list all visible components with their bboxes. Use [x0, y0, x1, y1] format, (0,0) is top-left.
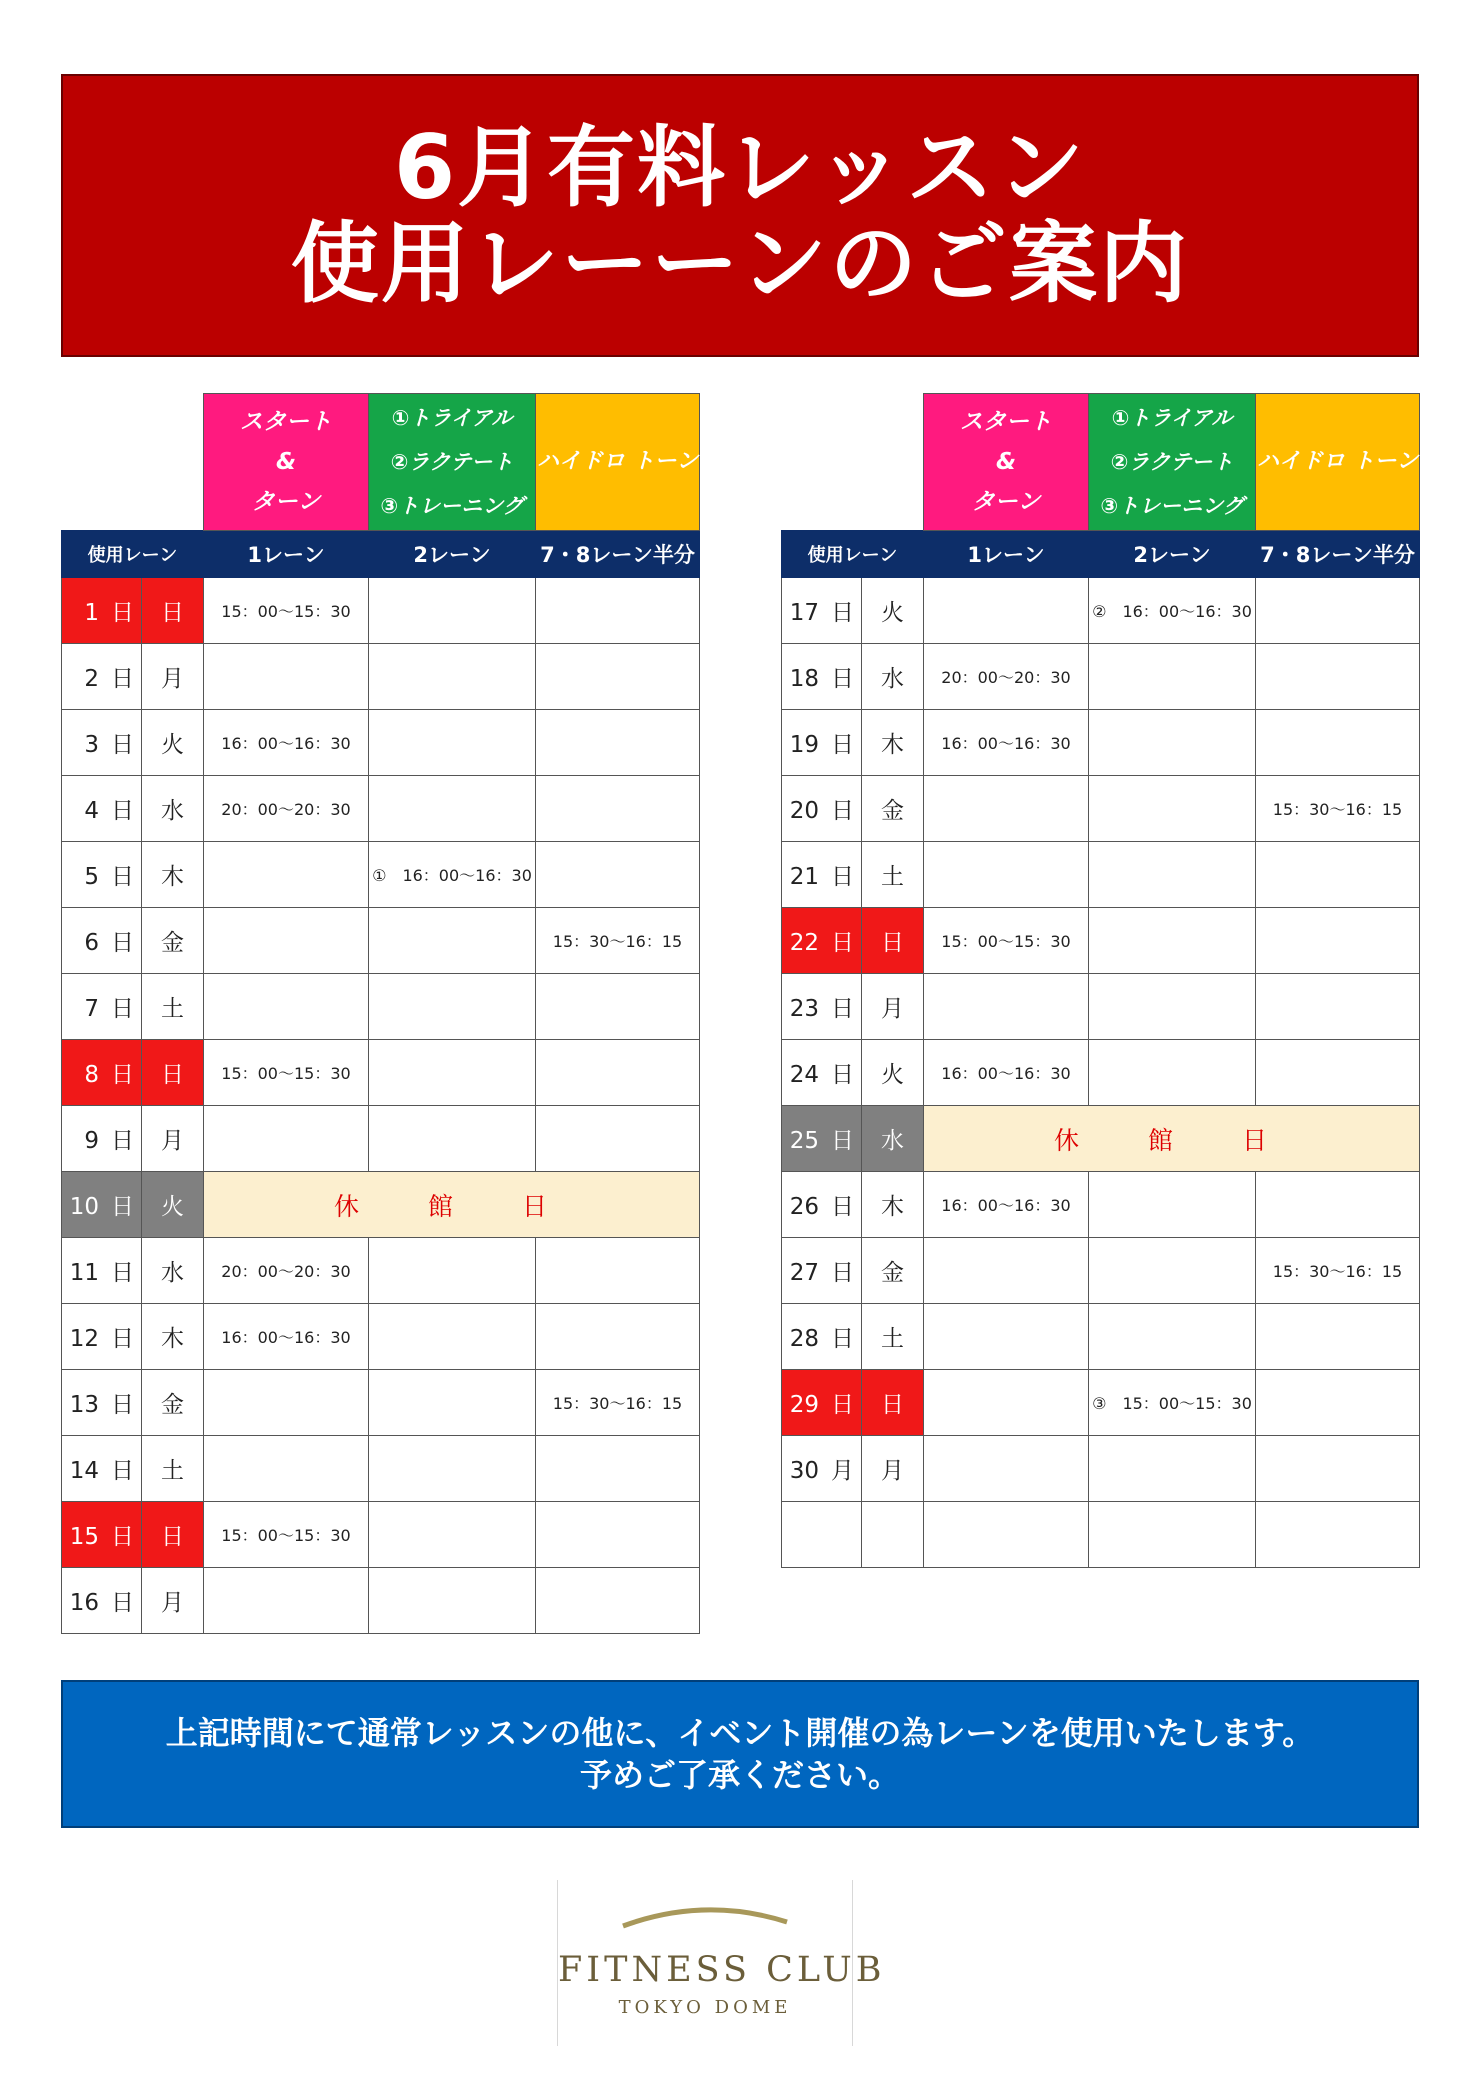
- table-row: [62, 644, 700, 710]
- weekday-cell: 火: [862, 1040, 924, 1106]
- lane-1-time: [924, 776, 1089, 842]
- lane-1-time: [204, 842, 369, 908]
- date-number: 11: [69, 1260, 99, 1286]
- lane-3-time: [536, 1502, 700, 1568]
- weekday-cell: 日: [862, 1370, 924, 1436]
- lane-3-time: [536, 1106, 700, 1172]
- weekday-cell: 金: [862, 776, 924, 842]
- lane-1-time: 20：00～20：30: [204, 1238, 369, 1304]
- lane-2-time: [1089, 908, 1256, 974]
- weekday-cell: 水: [862, 1106, 924, 1172]
- header-hydro-tone: ハイドロ トーン: [1256, 394, 1420, 531]
- date-number: 13: [69, 1392, 99, 1418]
- lane-2-time: ③ 15：00～15：30: [1089, 1370, 1256, 1436]
- header-training-line: ③トレーニング: [1100, 494, 1244, 518]
- lane-3-time: [536, 1238, 700, 1304]
- date-cell: [62, 1304, 142, 1370]
- date-unit: 日: [831, 600, 854, 626]
- title-line-2: 使用レーーンのご案内: [290, 211, 1190, 315]
- lane-1-time: 15：00～15：30: [924, 908, 1089, 974]
- date-cell: [782, 1436, 862, 1502]
- weekday-cell: 月: [142, 1568, 204, 1634]
- date-number: 26: [789, 1194, 819, 1220]
- date-cell: [782, 842, 862, 908]
- lane-3-time: [1256, 710, 1420, 776]
- date-unit: 日: [111, 996, 134, 1022]
- date-cell: [782, 974, 862, 1040]
- weekday-cell: 火: [142, 710, 204, 776]
- weekday-cell: 月: [142, 644, 204, 710]
- weekday-cell: 日: [862, 908, 924, 974]
- header-trial-line: ①トライアル: [391, 406, 513, 430]
- logo-main-text: FITNESS CLUB: [558, 1950, 886, 1990]
- logo-sub-text: TOKYO DOME: [618, 1997, 792, 2018]
- date-unit: 日: [831, 1326, 854, 1352]
- date-unit: 日: [111, 1194, 134, 1220]
- lane-2-time: [369, 1106, 536, 1172]
- date-unit: 日: [111, 1326, 134, 1352]
- lane-2-time: [1089, 776, 1256, 842]
- lane-3-time: 15：30～16：15: [536, 908, 700, 974]
- lane-1-time: [924, 842, 1089, 908]
- date-cell: [782, 1304, 862, 1370]
- date-number: 25: [789, 1128, 819, 1154]
- date-number: 8: [84, 1062, 99, 1088]
- lane-3-time: [536, 578, 700, 644]
- date-cell: [782, 1172, 862, 1238]
- lane-2-time: [369, 644, 536, 710]
- lane-3-time: [1256, 644, 1420, 710]
- header-lane-1: 1レーン: [924, 531, 1089, 578]
- date-cell: [62, 1436, 142, 1502]
- date-unit: 日: [111, 930, 134, 956]
- title-banner: [61, 74, 1419, 357]
- lane-3-time: [536, 842, 700, 908]
- table-row: [62, 776, 700, 842]
- lane-3-time: [1256, 1172, 1420, 1238]
- date-cell: [62, 1370, 142, 1436]
- date-unit: 日: [111, 1392, 134, 1418]
- weekday-cell: 土: [142, 974, 204, 1040]
- date-cell: [62, 1106, 142, 1172]
- lane-2-time: ① 16：00～16：30: [369, 842, 536, 908]
- date-number: 22: [789, 930, 819, 956]
- header-lactate-line: ②ラクテート: [1110, 450, 1234, 474]
- lane-3-time: [536, 644, 700, 710]
- table-row: [62, 1568, 700, 1634]
- header-lane-7-8: 7・8レーン半分: [536, 531, 700, 578]
- table-row: [782, 908, 1420, 974]
- closed-day-cell: 休 館 日: [924, 1106, 1420, 1172]
- header-start-turn-line-3: ターン: [971, 489, 1041, 515]
- date-number: 2: [84, 666, 99, 692]
- weekday-cell: 金: [142, 1370, 204, 1436]
- title-line-1: 6月有料レッスン: [393, 115, 1087, 219]
- lane-1-time: [204, 908, 369, 974]
- table-row: [782, 1040, 1420, 1106]
- table-row: [782, 1106, 1420, 1172]
- table-row: [62, 1436, 700, 1502]
- lane-2-time: [369, 1238, 536, 1304]
- lane-3-time: [1256, 1436, 1420, 1502]
- date-number: 1: [84, 600, 99, 626]
- header-training-line: ③トレーニング: [380, 494, 524, 518]
- date-cell: [62, 1502, 142, 1568]
- date-cell: [782, 644, 862, 710]
- date-cell: [782, 1370, 862, 1436]
- lane-3-time: [1256, 578, 1420, 644]
- weekday-cell: 月: [142, 1106, 204, 1172]
- date-unit: 日: [111, 732, 134, 758]
- weekday-cell: 土: [862, 842, 924, 908]
- table-row: [62, 1370, 700, 1436]
- lane-2-time: [369, 710, 536, 776]
- date-cell: [62, 1040, 142, 1106]
- weekday-cell: 水: [862, 644, 924, 710]
- date-number: 12: [69, 1326, 99, 1352]
- date-cell: [62, 776, 142, 842]
- date-unit: 日: [111, 1062, 134, 1088]
- date-cell: [782, 1106, 862, 1172]
- lane-1-time: 15：00～15：30: [204, 1502, 369, 1568]
- schedule-table-right: [781, 393, 1420, 1568]
- date-cell: [782, 1040, 862, 1106]
- date-number: 6: [84, 930, 99, 956]
- lane-2-time: [1089, 1502, 1256, 1568]
- lane-2-time: [369, 908, 536, 974]
- logo: [557, 1880, 886, 2046]
- header-blank: [782, 394, 924, 531]
- lane-3-time: [1256, 842, 1420, 908]
- header-lactate-line: ②ラクテート: [390, 450, 514, 474]
- header-trial-lactate-training: [1089, 394, 1256, 531]
- header-start-turn: [924, 394, 1089, 531]
- weekday-cell: 水: [142, 1238, 204, 1304]
- lane-2-time: [1089, 974, 1256, 1040]
- table-row: [782, 578, 1420, 644]
- date-unit: 日: [831, 1128, 854, 1154]
- lane-3-time: 15：30～16：15: [1256, 776, 1420, 842]
- weekday-cell: 月: [862, 1436, 924, 1502]
- weekday-cell: 金: [862, 1238, 924, 1304]
- lane-3-time: [1256, 1370, 1420, 1436]
- header-trial-line: ①トライアル: [1111, 406, 1233, 430]
- lane-3-time: [1256, 1040, 1420, 1106]
- lane-2-time: [1089, 1304, 1256, 1370]
- date-cell: [782, 1502, 862, 1568]
- date-number: 5: [84, 864, 99, 890]
- lane-1-time: 16：00～16：30: [204, 710, 369, 776]
- schedule-table-left: [61, 393, 700, 1634]
- lane-2-time: ② 16：00～16：30: [1089, 578, 1256, 644]
- notice-line-1: 上記時間にて通常レッスンの他に、イベント開催の為レーンを使用いたします。: [165, 1714, 1315, 1752]
- header-lane-1: 1レーン: [204, 531, 369, 578]
- schedule-rows-left: [62, 578, 700, 1634]
- date-cell: [62, 1172, 142, 1238]
- header-trial-lactate-training: [369, 394, 536, 531]
- lane-3-time: [536, 1304, 700, 1370]
- lane-1-time: [204, 1436, 369, 1502]
- date-unit: 日: [831, 1260, 854, 1286]
- date-cell: [782, 710, 862, 776]
- weekday-cell: 月: [862, 974, 924, 1040]
- lane-2-time: [369, 1370, 536, 1436]
- header-start-turn: [204, 394, 369, 531]
- date-number: 3: [84, 732, 99, 758]
- table-row: [782, 1436, 1420, 1502]
- lane-2-time: [1089, 1436, 1256, 1502]
- date-cell: [62, 578, 142, 644]
- weekday-cell: 日: [142, 1502, 204, 1568]
- lane-2-time: [1089, 1040, 1256, 1106]
- date-cell: [782, 776, 862, 842]
- lane-1-time: [204, 1568, 369, 1634]
- date-unit: 日: [831, 930, 854, 956]
- lane-3-time: [536, 1436, 700, 1502]
- weekday-cell: 土: [142, 1436, 204, 1502]
- header-start-turn-line-2: &: [995, 449, 1017, 475]
- lane-2-time: [1089, 842, 1256, 908]
- table-row: [62, 1238, 700, 1304]
- lane-2-time: [369, 1040, 536, 1106]
- date-number: 4: [84, 798, 99, 824]
- lane-2-time: [1089, 1238, 1256, 1304]
- lane-3-time: [536, 1568, 700, 1634]
- table-row: [782, 974, 1420, 1040]
- table-row: [782, 1370, 1420, 1436]
- logo-arc-icon: [608, 1900, 802, 1930]
- lane-3-time: [1256, 974, 1420, 1040]
- header-lane-7-8: 7・8レーン半分: [1256, 531, 1420, 578]
- date-number: 27: [789, 1260, 819, 1286]
- date-number: 23: [789, 996, 819, 1022]
- table-row: [62, 1040, 700, 1106]
- lane-3-time: [1256, 908, 1420, 974]
- table-row: [62, 1106, 700, 1172]
- header-usage-lane: 使用レーン: [62, 531, 204, 578]
- date-number: 15: [69, 1524, 99, 1550]
- date-unit: 日: [831, 1194, 854, 1220]
- table-row: [62, 710, 700, 776]
- table-row: [62, 578, 700, 644]
- lane-1-time: [924, 974, 1089, 1040]
- date-number: 28: [789, 1326, 819, 1352]
- lane-3-time: [536, 1040, 700, 1106]
- date-unit: 日: [111, 864, 134, 890]
- date-cell: [62, 1568, 142, 1634]
- header-hydro-tone: ハイドロ トーン: [536, 394, 700, 531]
- closed-day-cell: 休 館 日: [204, 1172, 700, 1238]
- header-start-turn-line-3: ターン: [251, 489, 321, 515]
- lane-3-time: 15：30～16：15: [1256, 1238, 1420, 1304]
- table-row: [782, 644, 1420, 710]
- date-cell: [782, 908, 862, 974]
- table-row: [782, 1304, 1420, 1370]
- date-number: 10: [69, 1194, 99, 1220]
- table-row: [782, 710, 1420, 776]
- date-unit: 日: [111, 666, 134, 692]
- header-start-turn-line-1: スタート: [960, 409, 1052, 435]
- date-cell: [62, 974, 142, 1040]
- date-unit: 日: [831, 1062, 854, 1088]
- table-row: [62, 842, 700, 908]
- weekday-cell: 木: [862, 1172, 924, 1238]
- date-unit: 日: [831, 996, 854, 1022]
- date-cell: [62, 842, 142, 908]
- header-start-turn-line-2: &: [275, 449, 297, 475]
- date-unit: 日: [111, 1260, 134, 1286]
- lane-1-time: [924, 578, 1089, 644]
- lane-1-time: 20：00～20：30: [924, 644, 1089, 710]
- date-number: 29: [789, 1392, 819, 1418]
- lane-3-time: [1256, 1304, 1420, 1370]
- lane-1-time: 15：00～15：30: [204, 1040, 369, 1106]
- date-number: 21: [789, 864, 819, 890]
- table-row: [782, 842, 1420, 908]
- lane-1-time: 16：00～16：30: [924, 710, 1089, 776]
- lane-1-time: [204, 644, 369, 710]
- lane-1-time: [924, 1238, 1089, 1304]
- date-number: 18: [789, 666, 819, 692]
- lane-1-time: 20：00～20：30: [204, 776, 369, 842]
- date-cell: [62, 710, 142, 776]
- lane-2-time: [369, 776, 536, 842]
- date-unit: 日: [111, 1524, 134, 1550]
- table-row: [62, 908, 700, 974]
- table-row: [782, 1502, 1420, 1568]
- date-unit: 月: [831, 1458, 854, 1484]
- date-number: 17: [789, 600, 819, 626]
- date-cell: [62, 644, 142, 710]
- lane-1-time: [924, 1304, 1089, 1370]
- table-row: [782, 1238, 1420, 1304]
- weekday-cell: 木: [142, 842, 204, 908]
- header-usage-lane: 使用レーン: [782, 531, 924, 578]
- weekday-cell: 土: [862, 1304, 924, 1370]
- header-blank: [62, 394, 204, 531]
- lane-3-time: [1256, 1502, 1420, 1568]
- lane-1-time: [204, 974, 369, 1040]
- date-unit: 日: [111, 1128, 134, 1154]
- date-cell: [62, 908, 142, 974]
- date-unit: 日: [831, 798, 854, 824]
- lane-2-time: [369, 974, 536, 1040]
- lane-3-time: [536, 710, 700, 776]
- table-row: [62, 1304, 700, 1370]
- date-unit: 日: [111, 798, 134, 824]
- date-number: 7: [84, 996, 99, 1022]
- table-row: [62, 974, 700, 1040]
- date-unit: 日: [831, 666, 854, 692]
- lane-1-time: 15：00～15：30: [204, 578, 369, 644]
- lane-2-time: [1089, 644, 1256, 710]
- date-unit: 日: [111, 600, 134, 626]
- weekday-cell: 木: [862, 710, 924, 776]
- header-start-turn-line-1: スタート: [240, 409, 332, 435]
- lane-2-time: [369, 1304, 536, 1370]
- lane-2-time: [1089, 710, 1256, 776]
- lane-3-time: [536, 776, 700, 842]
- lane-1-time: 16：00～16：30: [924, 1040, 1089, 1106]
- lane-1-time: [924, 1370, 1089, 1436]
- date-number: 16: [69, 1590, 99, 1616]
- weekday-cell: [862, 1502, 924, 1568]
- date-unit: 日: [831, 1392, 854, 1418]
- table-row: [782, 1172, 1420, 1238]
- table-row: [62, 1172, 700, 1238]
- date-unit: 日: [111, 1590, 134, 1616]
- weekday-cell: 水: [142, 776, 204, 842]
- date-unit: 日: [831, 732, 854, 758]
- lane-1-time: 16：00～16：30: [924, 1172, 1089, 1238]
- header-lane-2: 2レーン: [369, 531, 536, 578]
- lane-2-time: [369, 1502, 536, 1568]
- lane-1-time: [204, 1106, 369, 1172]
- date-cell: [62, 1238, 142, 1304]
- lane-3-time: 15：30～16：15: [536, 1370, 700, 1436]
- date-number: 19: [789, 732, 819, 758]
- lane-3-time: [536, 974, 700, 1040]
- date-number: 30: [789, 1458, 819, 1484]
- table-row: [62, 1502, 700, 1568]
- weekday-cell: 火: [142, 1172, 204, 1238]
- lane-1-time: 16：00～16：30: [204, 1304, 369, 1370]
- date-number: 24: [789, 1062, 819, 1088]
- date-cell: [782, 1238, 862, 1304]
- weekday-cell: 金: [142, 908, 204, 974]
- lane-2-time: [369, 1436, 536, 1502]
- notice-banner: [61, 1680, 1419, 1828]
- schedule-rows-right: [782, 578, 1420, 1568]
- weekday-cell: 火: [862, 578, 924, 644]
- date-number: 20: [789, 798, 819, 824]
- lane-1-time: [924, 1502, 1089, 1568]
- lane-1-time: [924, 1436, 1089, 1502]
- weekday-cell: 日: [142, 1040, 204, 1106]
- date-unit: 日: [111, 1458, 134, 1484]
- date-number: 9: [84, 1128, 99, 1154]
- lane-2-time: [369, 1568, 536, 1634]
- weekday-cell: 日: [142, 578, 204, 644]
- date-number: 14: [69, 1458, 99, 1484]
- lane-2-time: [1089, 1172, 1256, 1238]
- lane-2-time: [369, 578, 536, 644]
- date-unit: 日: [831, 864, 854, 890]
- notice-line-2: 予めご了承ください。: [579, 1756, 900, 1794]
- date-cell: [782, 578, 862, 644]
- weekday-cell: 木: [142, 1304, 204, 1370]
- table-row: [782, 776, 1420, 842]
- lane-1-time: [204, 1370, 369, 1436]
- header-lane-2: 2レーン: [1089, 531, 1256, 578]
